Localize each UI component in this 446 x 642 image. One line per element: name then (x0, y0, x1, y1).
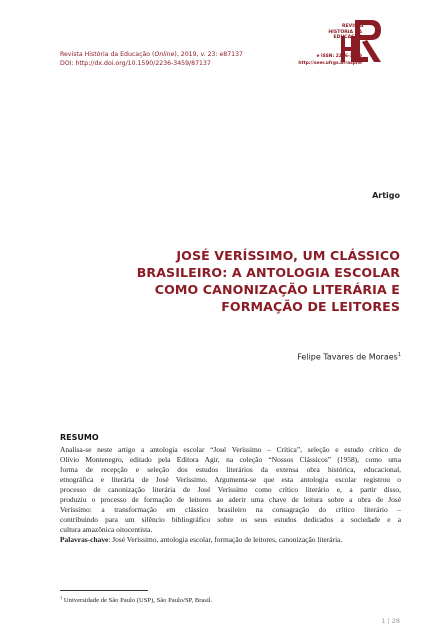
title-line: BRASILEIRO: A ANTOLOGIA ESCOLAR (136, 265, 400, 280)
title-line: COMO CANONIZAÇÃO LITERÁRIA E (154, 282, 400, 297)
logo-line1: REVISTA (342, 24, 364, 29)
abstract-line: produziu o processo de formação de leitores ao aderir uma chave de leitura sobre a obra de José (60, 495, 401, 504)
footnote (60, 595, 400, 604)
abstract-heading: RESUMO (60, 433, 99, 442)
abstract-line: Olívio Montenegro, editado pela Editora Agir, na coleção “Nossos Clássicos” (1958), como uma (60, 455, 401, 464)
article-type: Artigo (372, 191, 400, 200)
doi-link[interactable]: DOI: http://dx.doi.org/10.1590/2236-3459/87137 (60, 60, 211, 67)
journal-url[interactable]: http://seer.ufrgs.br/asphe (298, 61, 362, 66)
keywords-list: : José Veríssimo, antologia escolar, formação de leitores, canonização literária. (108, 535, 343, 544)
title-line: JOSÉ VERÍSSIMO, UM CLÁSSICO (176, 248, 400, 263)
citation-suffix: ), 2019, v. 23: e87137 (174, 51, 243, 58)
abstract-line: etnográfica e literária de José Veríssimo. Argumenta-se que esta antologia escolar registrou o (60, 475, 401, 484)
page-number: 1 | 28 (381, 617, 400, 625)
logo-line3: EDUCAÇÃO (333, 35, 362, 41)
logo-wordmark-block (317, 24, 362, 41)
abstract-line: Veríssimo: a transformação em clássico brasileiro na consagração do crítico literário – (60, 505, 401, 514)
abstract-line: processo de canonização literária de José Veríssimo como crítico literário e, a partir disso, (60, 485, 401, 494)
keywords-label: Palavras-chave (60, 535, 109, 544)
footnote-text: Universidade de São Paulo (USP), São Paulo/SP, Brasil. (62, 597, 213, 605)
author (200, 352, 401, 362)
title-line: FORMAÇÃO DE LEITORES (221, 299, 400, 314)
keywords (60, 535, 401, 545)
abstract-line: cultura amazônica oitocentista. (60, 525, 153, 534)
footnote-ref: 1 (60, 595, 63, 600)
logo-line2: HISTÓRIA DA (328, 29, 362, 35)
footnote-divider (60, 590, 148, 591)
journal-citation (60, 51, 243, 59)
author-name: Felipe Tavares de Moraes (297, 352, 398, 362)
abstract-body (60, 445, 401, 545)
abstract-line: contribuindo para um silêncio bibliográfico sobre os seus estudos dedicados a sociedade e a (60, 515, 401, 524)
article-title (120, 247, 400, 315)
citation-prefix: Revista História da Educação ( (60, 51, 155, 58)
author-note-ref[interactable]: 1 (397, 352, 401, 358)
abstract-line: forma de recepção e seleção dos estudos literários da extensa obra histórica, educacional, (60, 465, 401, 474)
logo-issn: e ISSN: 2236-3459 (316, 54, 362, 59)
citation-online: Online (154, 51, 175, 58)
abstract-line: Analisa-se neste artigo a antologia escolar “José Veríssimo – Crítica”, seleção e estudo crítico de (60, 445, 401, 454)
